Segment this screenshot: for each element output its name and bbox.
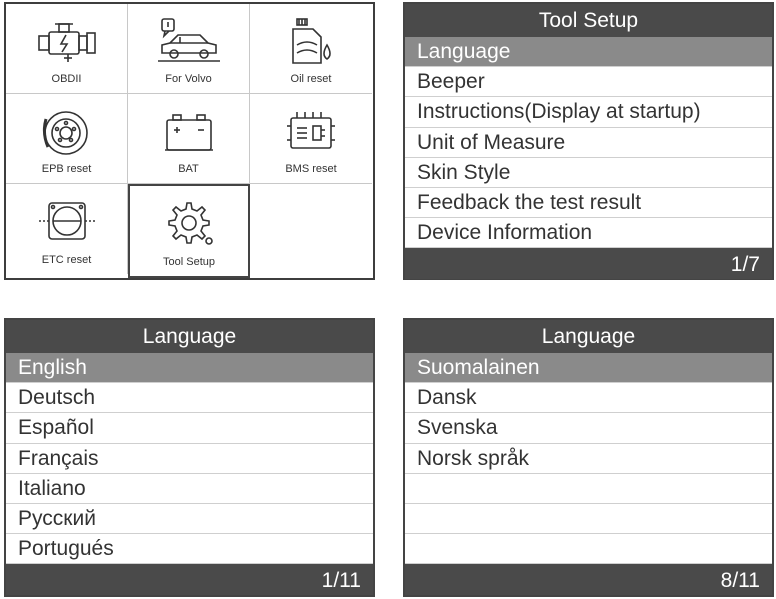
list-item-instructions[interactable]: Instructions(Display at startup) — [405, 97, 772, 127]
list-item-language-option[interactable]: Dansk — [405, 383, 772, 413]
menu-item-label: BAT — [178, 163, 199, 175]
list-item-language-option[interactable]: Portugués — [6, 534, 373, 564]
main-menu-grid — [4, 2, 375, 280]
engine-icon — [6, 16, 127, 68]
panel-title: Language — [6, 320, 373, 353]
bms-chip-icon — [250, 106, 372, 158]
page-indicator: 1/11 — [6, 564, 373, 595]
list-item-empty — [405, 474, 772, 504]
list-item-language[interactable]: Language — [405, 37, 772, 67]
list-item-language-option[interactable]: Suomalainen — [405, 353, 772, 383]
menu-item-obdii[interactable] — [6, 4, 128, 94]
menu-item-label: Oil reset — [290, 73, 332, 85]
menu-item-epb-reset[interactable] — [6, 94, 128, 184]
panel-title: Language — [405, 320, 772, 353]
list-item-feedback[interactable]: Feedback the test result — [405, 188, 772, 218]
list-item-language-option[interactable]: Deutsch — [6, 383, 373, 413]
menu-item-label: BMS reset — [285, 163, 337, 175]
brake-disc-icon — [6, 106, 127, 158]
throttle-body-icon — [6, 196, 127, 248]
tool-setup-panel — [403, 2, 774, 280]
list-item-language-option[interactable]: Svenska — [405, 413, 772, 443]
gear-icon — [130, 198, 248, 250]
menu-item-label: Tool Setup — [163, 256, 215, 268]
language-panel-page-1 — [4, 318, 375, 597]
page-indicator: 8/11 — [405, 564, 772, 595]
list-item-language-option[interactable]: Norsk språk — [405, 444, 772, 474]
menu-empty-slot — [250, 184, 372, 274]
list-item-skin-style[interactable]: Skin Style — [405, 158, 772, 188]
list-item-language-option[interactable]: Español — [6, 413, 373, 443]
list-item-language-option[interactable]: English — [6, 353, 373, 383]
list-item-empty — [405, 504, 772, 534]
menu-item-label: For Volvo — [165, 73, 212, 85]
list-item-language-option[interactable]: Italiano — [6, 474, 373, 504]
menu-item-label: EPB reset — [41, 163, 92, 175]
menu-item-etc-reset[interactable] — [6, 184, 128, 274]
battery-icon — [128, 106, 249, 158]
list-item-unit-of-measure[interactable]: Unit of Measure — [405, 128, 772, 158]
list-item-language-option[interactable]: Русский — [6, 504, 373, 534]
oil-can-icon — [250, 16, 372, 68]
list-item-language-option[interactable]: Français — [6, 444, 373, 474]
menu-item-bms-reset[interactable] — [250, 94, 372, 184]
list-item-device-information[interactable]: Device Information — [405, 218, 772, 248]
list-item-empty — [405, 534, 772, 564]
menu-item-tool-setup[interactable] — [128, 184, 250, 278]
menu-item-oil-reset[interactable] — [250, 4, 372, 94]
menu-item-label: ETC reset — [41, 254, 92, 266]
menu-item-label: OBDII — [51, 73, 82, 85]
language-panel-page-8 — [403, 318, 774, 597]
car-icon — [128, 16, 249, 68]
menu-item-bat[interactable] — [128, 94, 250, 184]
panel-title: Tool Setup — [405, 4, 772, 37]
menu-item-for-volvo[interactable] — [128, 4, 250, 94]
page-indicator: 1/7 — [405, 248, 772, 279]
list-item-beeper[interactable]: Beeper — [405, 67, 772, 97]
